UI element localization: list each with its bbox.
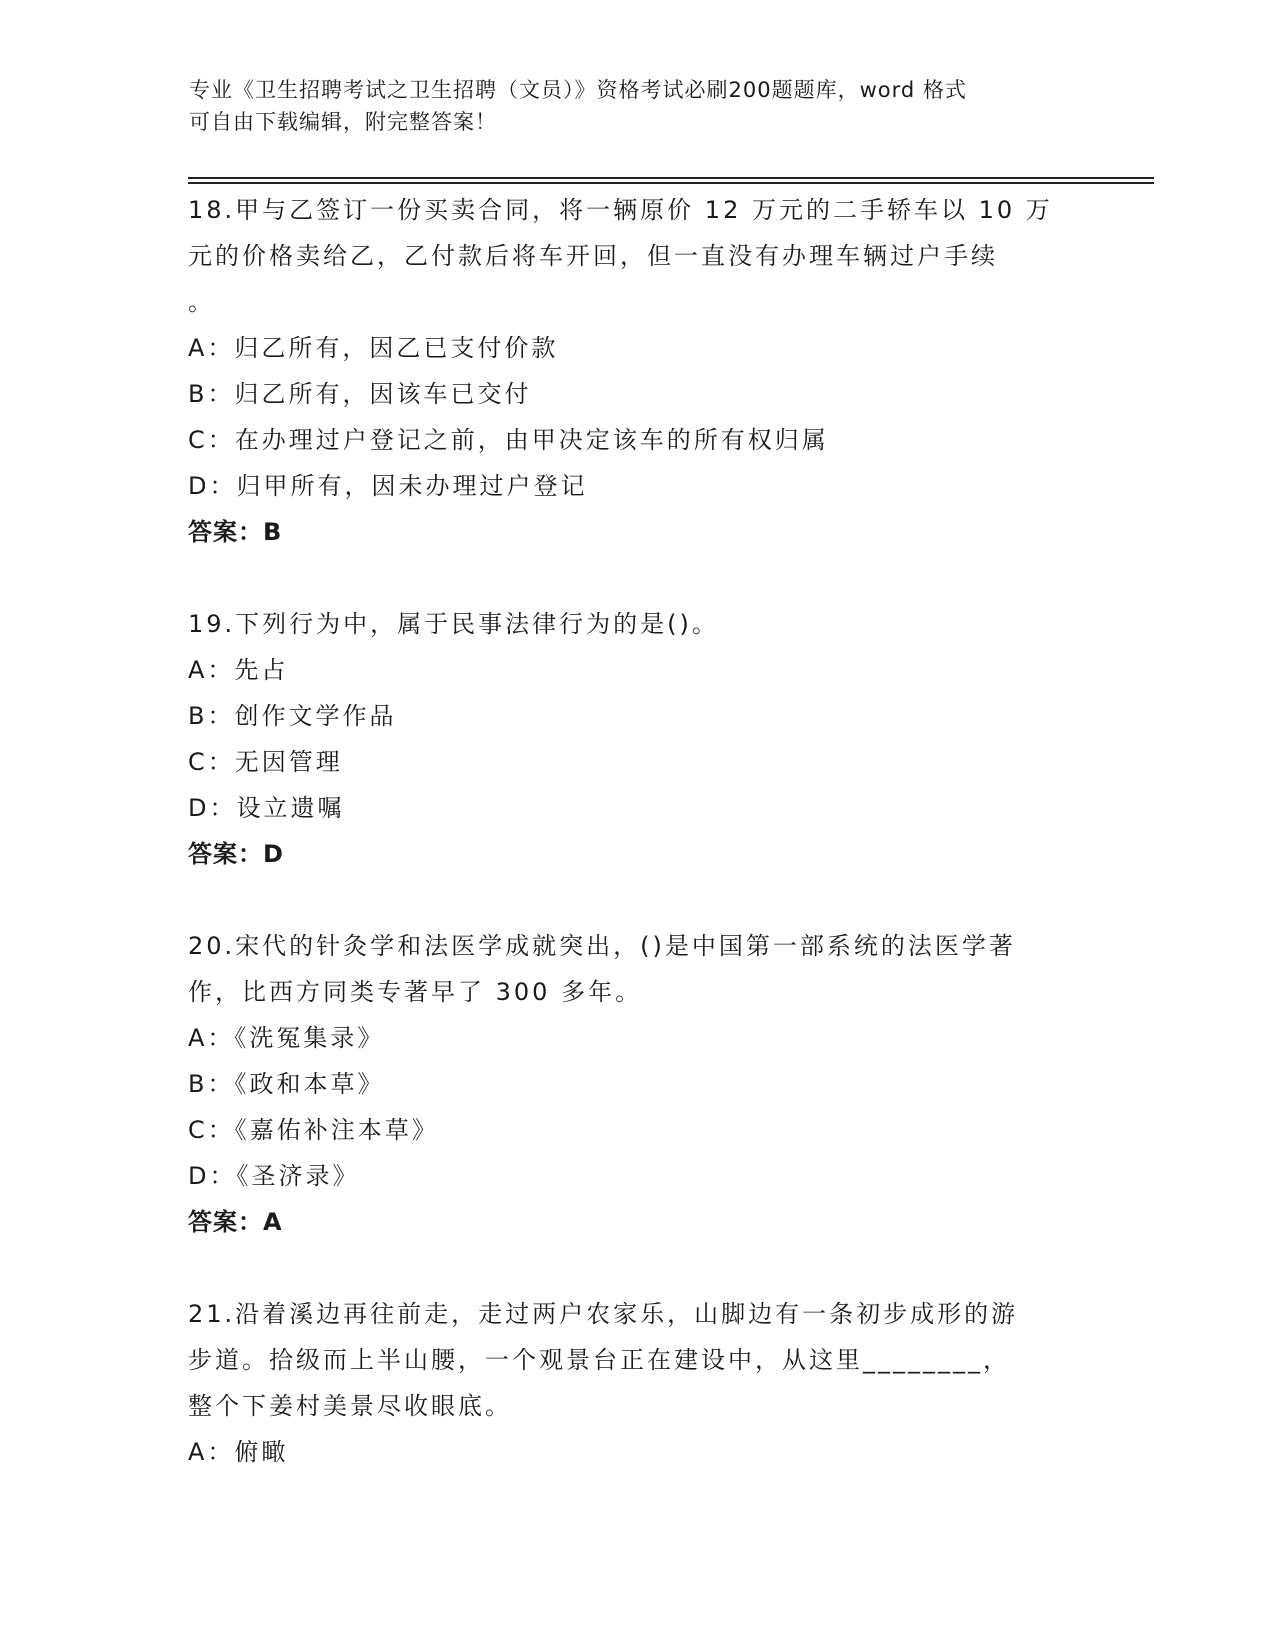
question-list	[188, 187, 1088, 1475]
option-a: A：俯瞰	[188, 1438, 289, 1466]
header-line-2: 可自由下载编辑，附完整答案！	[189, 110, 497, 134]
option-b: B：创作文学作品	[188, 702, 397, 730]
option-d: D：设立遗嘱	[188, 794, 345, 822]
option-d: D：归甲所有，因未办理过户登记	[188, 472, 588, 500]
header-divider-double	[188, 182, 1154, 184]
answer: 答案：D	[188, 840, 284, 868]
option-c: C：在办理过户登记之前，由甲决定该车的所有权归属	[188, 426, 829, 454]
question-20	[188, 923, 1088, 1245]
question-19	[188, 601, 1088, 877]
option-c: C：《嘉佑补注本草》	[188, 1116, 439, 1144]
question-stem-line: 21.沿着溪边再往前走，走过两户农家乐，山脚边有一条初步成形的游	[188, 1300, 1019, 1328]
option-a: A：《洗冤集录》	[188, 1024, 385, 1052]
spacer	[188, 1245, 1088, 1291]
option-b: B：《政和本草》	[188, 1070, 385, 1098]
spacer	[188, 555, 1088, 601]
question-stem-line: 19.下列行为中，属于民事法律行为的是()。	[188, 610, 719, 638]
option-c: C：无因管理	[188, 748, 343, 776]
question-stem-line: 步道。拾级而上半山腰，一个观景台正在建设中，从这里________，	[188, 1346, 1010, 1374]
question-stem-line: 20.宋代的针灸学和法医学成就突出，()是中国第一部系统的法医学著	[188, 932, 1016, 960]
answer: 答案：A	[188, 1208, 283, 1236]
answer: 答案：B	[188, 518, 283, 546]
question-stem-line: 。	[188, 288, 215, 316]
question-stem-line: 18.甲与乙签订一份买卖合同，将一辆原价 12 万元的二手轿车以 10 万	[188, 196, 1053, 224]
header-divider	[188, 177, 1154, 179]
question-stem-line: 作，比西方同类专著早了 300 多年。	[188, 978, 643, 1006]
option-b: B：归乙所有，因该车已交付	[188, 380, 532, 408]
document-header	[189, 74, 1089, 138]
question-stem-line: 整个下姜村美景尽收眼底。	[188, 1392, 512, 1420]
option-a: A：先占	[188, 656, 289, 684]
spacer	[188, 877, 1088, 923]
option-d: D：《圣济录》	[188, 1162, 360, 1190]
option-a: A：归乙所有，因乙已支付价款	[188, 334, 559, 362]
question-stem-line: 元的价格卖给乙，乙付款后将车开回，但一直没有办理车辆过户手续	[188, 242, 998, 270]
question-21	[188, 1291, 1088, 1475]
question-18	[188, 187, 1088, 555]
header-line-1: 专业《卫生招聘考试之卫生招聘（文员）》资格考试必刷200题题库，word 格式	[189, 78, 967, 102]
